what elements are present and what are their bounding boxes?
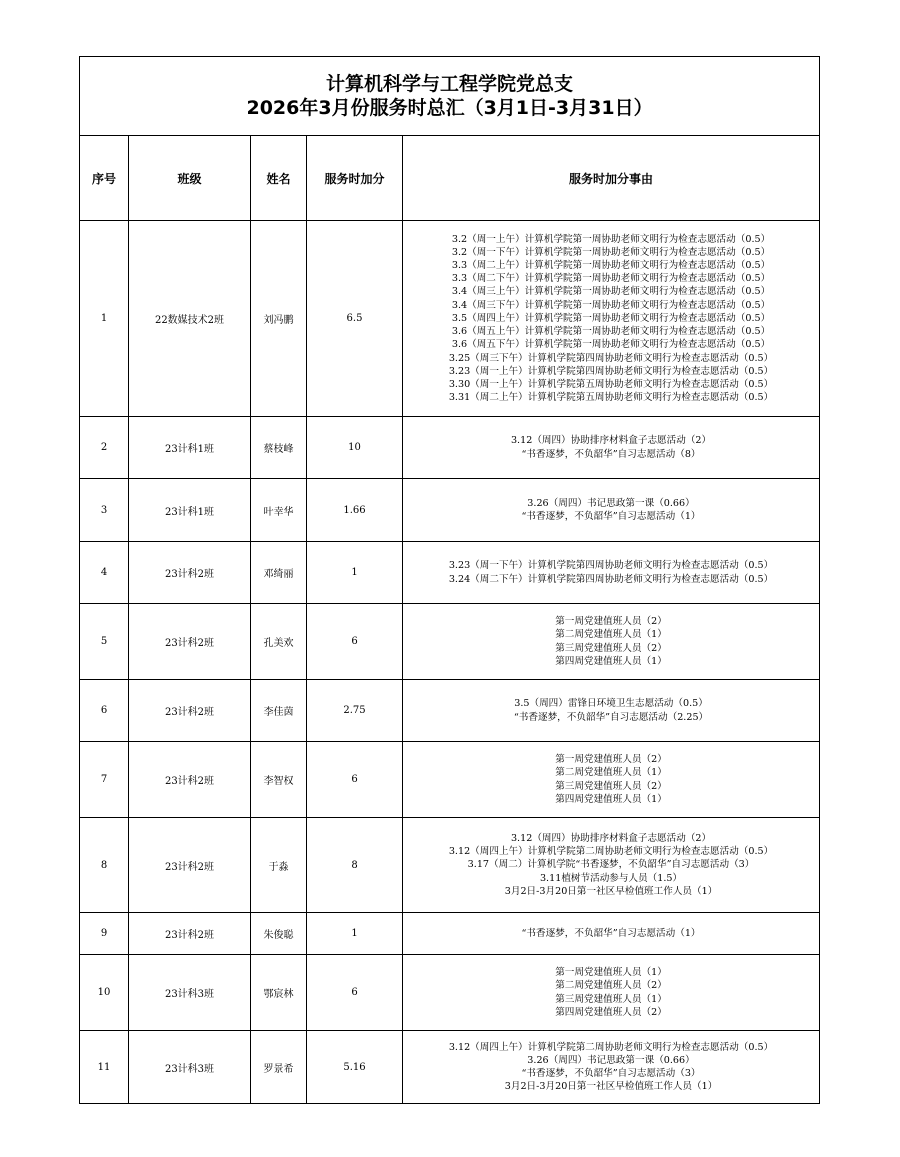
header-row bbox=[80, 136, 820, 221]
row-points-cell: 2.75 bbox=[307, 680, 403, 742]
reason-line: 第一周党建值班人员（2） bbox=[555, 616, 667, 628]
reason-line: 3.4（周三下午）计算机学院第一周协助老师文明行为检查志愿活动（0.5） bbox=[451, 299, 771, 311]
reason-line: 3.26（周四）书记思政第一课（0.66） bbox=[527, 1054, 695, 1066]
row-name-cell: 李智权 bbox=[251, 742, 307, 818]
table-row bbox=[80, 742, 820, 818]
row-reasons-cell bbox=[403, 913, 820, 955]
reason-line: 3.23（周一上午）计算机学院第四周协助老师文明行为检查志愿活动（0.5） bbox=[448, 365, 774, 377]
row-points-cell: 5.16 bbox=[307, 1031, 403, 1104]
row-name-cell: 刘冯鹏 bbox=[251, 221, 307, 417]
row-name-cell: 李佳茵 bbox=[251, 680, 307, 742]
row-index-cell: 2 bbox=[80, 417, 129, 479]
row-reasons-cell bbox=[403, 1031, 820, 1104]
row-class-cell: 23计科3班 bbox=[129, 1031, 251, 1104]
column-header-class: 班级 bbox=[129, 136, 251, 221]
row-reasons-cell bbox=[403, 221, 820, 417]
service-hours-sheet bbox=[79, 56, 819, 1104]
reason-line: 3.6（周五上午）计算机学院第一周协助老师文明行为检查志愿活动（0.5） bbox=[451, 326, 771, 338]
row-points-cell: 10 bbox=[307, 417, 403, 479]
row-name-cell: 孔美欢 bbox=[251, 604, 307, 680]
reason-line: 3.5（周四）雷锋日环境卫生志愿活动（0.5） bbox=[514, 698, 708, 710]
row-index-cell: 8 bbox=[80, 818, 129, 913]
row-index-cell: 3 bbox=[80, 479, 129, 542]
reason-line: “书香逐梦，不负韶华”自习志愿活动（1） bbox=[521, 511, 701, 522]
table-row bbox=[80, 479, 820, 542]
reason-line: 3.12（周四上午）计算机学院第二周协助老师文明行为检查志愿活动（0.5） bbox=[448, 1041, 774, 1053]
reason-line: 3.12（周四）协助排序材料盒子志愿活动（2） bbox=[510, 832, 712, 844]
reason-line: 第三周党建值班人员（2） bbox=[555, 780, 667, 792]
row-class-cell: 23计科2班 bbox=[129, 680, 251, 742]
reason-line: 3.12（周四）协助排序材料盒子志愿活动（2） bbox=[510, 435, 712, 447]
row-points-cell: 6 bbox=[307, 742, 403, 818]
reason-line: 3月2日-3月20日第一社区早检值班工作人员（1） bbox=[504, 885, 718, 897]
row-class-cell: 22数媒技术2班 bbox=[129, 221, 251, 417]
table-row bbox=[80, 221, 820, 417]
reason-line: 第二周党建值班人员（1） bbox=[555, 767, 667, 779]
reason-line: 第三周党建值班人员（2） bbox=[555, 642, 667, 654]
reason-line: “书香逐梦，不负韶华”自习志愿活动（3） bbox=[521, 1068, 701, 1079]
reason-line: 第一周党建值班人员（2） bbox=[555, 754, 667, 766]
reason-line: 3.12（周四上午）计算机学院第二周协助老师文明行为检查志愿活动（0.5） bbox=[448, 846, 774, 858]
reason-line: 3.17（周二）计算机学院“书香逐梦，不负韶华”自习志愿活动（3） bbox=[467, 859, 755, 871]
row-points-cell: 1 bbox=[307, 913, 403, 955]
row-reasons-cell bbox=[403, 680, 820, 742]
service-hours-table bbox=[79, 56, 820, 1104]
reason-line: 第二周党建值班人员（1） bbox=[555, 629, 667, 641]
reason-line: “书香逐梦，不负韶华”自习志愿活动（2.25） bbox=[513, 711, 709, 723]
row-name-cell: 朱俊聪 bbox=[251, 913, 307, 955]
title-row bbox=[80, 57, 820, 136]
reason-line: 3.26（周四）书记思政第一课（0.66） bbox=[527, 497, 695, 509]
row-index-cell: 4 bbox=[80, 542, 129, 604]
row-name-cell: 邓绮丽 bbox=[251, 542, 307, 604]
column-header-reasons: 服务时加分事由 bbox=[403, 136, 820, 221]
row-class-cell: 23计科2班 bbox=[129, 913, 251, 955]
table-row bbox=[80, 680, 820, 742]
row-name-cell: 叶幸华 bbox=[251, 479, 307, 542]
row-class-cell: 23计科2班 bbox=[129, 542, 251, 604]
column-header-points: 服务时加分 bbox=[307, 136, 403, 221]
table-row bbox=[80, 955, 820, 1031]
row-index-cell: 6 bbox=[80, 680, 129, 742]
reason-line: 第三周党建值班人员（1） bbox=[555, 993, 667, 1005]
row-reasons-cell bbox=[403, 417, 820, 479]
table-row bbox=[80, 818, 820, 913]
row-class-cell: 23计科1班 bbox=[129, 417, 251, 479]
reason-line: 3.3（周二上午）计算机学院第一周协助老师文明行为检查志愿活动（0.5） bbox=[451, 260, 771, 272]
reason-line: “书香逐梦，不负韶华”自习志愿活动（8） bbox=[521, 448, 701, 460]
table-row bbox=[80, 417, 820, 479]
row-name-cell: 蔡枝峰 bbox=[251, 417, 307, 479]
table-body bbox=[80, 221, 820, 1104]
reason-line: 3.11植树节活动参与人员（1.5） bbox=[539, 872, 683, 884]
table-row bbox=[80, 604, 820, 680]
table-row bbox=[80, 542, 820, 604]
table-title bbox=[80, 57, 820, 136]
row-points-cell: 1 bbox=[307, 542, 403, 604]
row-reasons-cell bbox=[403, 955, 820, 1031]
row-reasons-cell bbox=[403, 604, 820, 680]
row-points-cell: 8 bbox=[307, 818, 403, 913]
row-class-cell: 23计科2班 bbox=[129, 818, 251, 913]
row-points-cell: 6 bbox=[307, 604, 403, 680]
row-index-cell: 11 bbox=[80, 1031, 129, 1104]
reason-line: 3.23（周一下午）计算机学院第四周协助老师文明行为检查志愿活动（0.5） bbox=[448, 560, 774, 572]
column-header-name: 姓名 bbox=[251, 136, 307, 221]
table-row bbox=[80, 913, 820, 955]
row-index-cell: 9 bbox=[80, 913, 129, 955]
table-row bbox=[80, 1031, 820, 1104]
reason-line: 第四周党建值班人员（1） bbox=[555, 793, 667, 805]
row-index-cell: 5 bbox=[80, 604, 129, 680]
row-class-cell: 23计科1班 bbox=[129, 479, 251, 542]
row-index-cell: 7 bbox=[80, 742, 129, 818]
row-reasons-cell bbox=[403, 742, 820, 818]
title-line-1: 计算机科学与工程学院党总支 bbox=[326, 73, 574, 95]
row-index-cell: 10 bbox=[80, 955, 129, 1031]
column-header-index: 序号 bbox=[80, 136, 129, 221]
reason-line: 3.4（周三上午）计算机学院第一周协助老师文明行为检查志愿活动（0.5） bbox=[451, 286, 771, 298]
row-points-cell: 1.66 bbox=[307, 479, 403, 542]
reason-line: 第一周党建值班人员（1） bbox=[555, 967, 667, 979]
row-class-cell: 23计科2班 bbox=[129, 742, 251, 818]
row-points-cell: 6.5 bbox=[307, 221, 403, 417]
row-class-cell: 23计科3班 bbox=[129, 955, 251, 1031]
row-reasons-cell bbox=[403, 479, 820, 542]
reason-line: 第二周党建值班人员（2） bbox=[555, 980, 667, 992]
reason-line: 3.6（周五下午）计算机学院第一周协助老师文明行为检查志愿活动（0.5） bbox=[451, 339, 771, 351]
row-class-cell: 23计科2班 bbox=[129, 604, 251, 680]
row-name-cell: 于淼 bbox=[251, 818, 307, 913]
reason-line: 3.25（周三下午）计算机学院第四周协助老师文明行为检查志愿活动（0.5） bbox=[448, 352, 774, 364]
row-name-cell: 罗景希 bbox=[251, 1031, 307, 1104]
reason-line: 第四周党建值班人员（1） bbox=[555, 655, 667, 667]
row-index-cell: 1 bbox=[80, 221, 129, 417]
row-points-cell: 6 bbox=[307, 955, 403, 1031]
row-reasons-cell bbox=[403, 542, 820, 604]
reason-line: 3.30（周一上午）计算机学院第五周协助老师文明行为检查志愿活动（0.5） bbox=[448, 378, 774, 390]
reason-line: 3.31（周二上午）计算机学院第五周协助老师文明行为检查志愿活动（0.5） bbox=[448, 392, 774, 404]
reason-line: 第四周党建值班人员（2） bbox=[555, 1006, 667, 1018]
reason-line: “书香逐梦，不负韶华”自习志愿活动（1） bbox=[521, 927, 701, 939]
reason-line: 3月2日-3月20日第一社区早检值班工作人员（1） bbox=[504, 1081, 718, 1093]
reason-line: 3.2（周一下午）计算机学院第一周协助老师文明行为检查志愿活动（0.5） bbox=[451, 246, 771, 258]
reason-line: 3.3（周二下午）计算机学院第一周协助老师文明行为检查志愿活动（0.5） bbox=[451, 273, 771, 285]
reason-line: 3.24（周二下午）计算机学院第四周协助老师文明行为检查志愿活动（0.5） bbox=[448, 573, 774, 585]
row-name-cell: 鄂宸林 bbox=[251, 955, 307, 1031]
title-line-2: 2026年3月份服务时总汇（3月1日-3月31日） bbox=[246, 97, 653, 119]
reason-line: 3.5（周四上午）计算机学院第一周协助老师文明行为检查志愿活动（0.5） bbox=[451, 312, 771, 324]
reason-line: 3.2（周一上午）计算机学院第一周协助老师文明行为检查志愿活动（0.5） bbox=[451, 233, 771, 245]
row-reasons-cell bbox=[403, 818, 820, 913]
